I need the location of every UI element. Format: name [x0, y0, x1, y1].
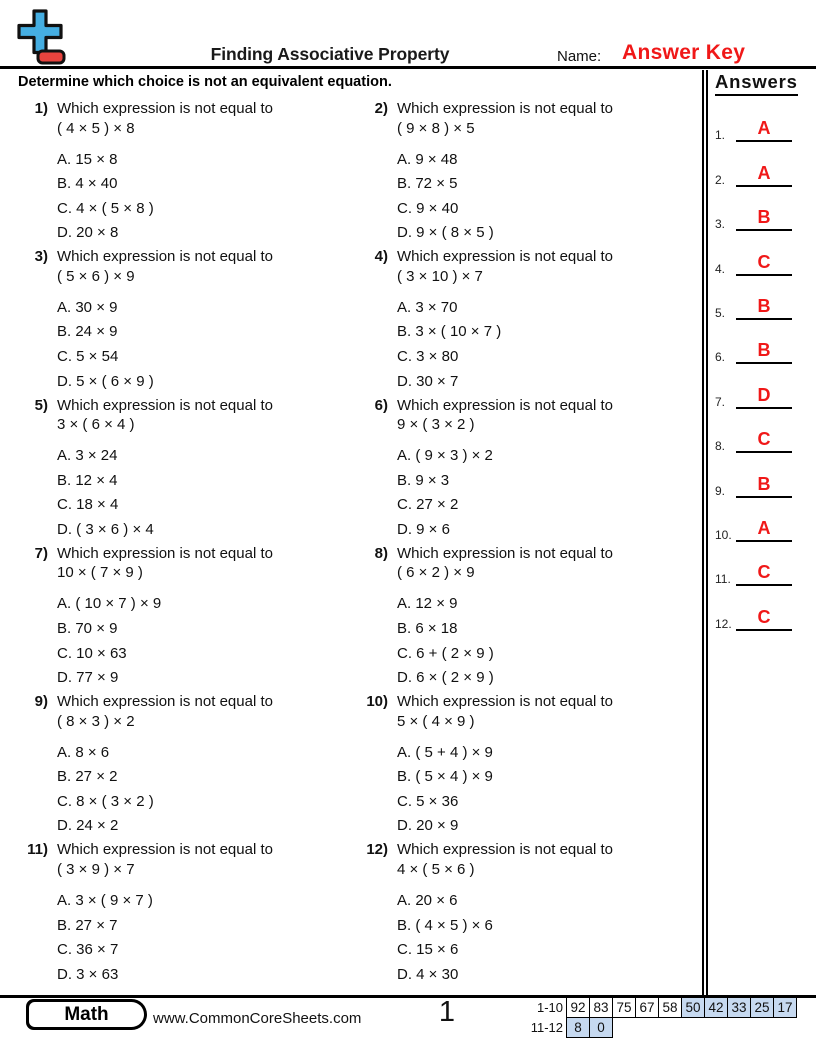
- option-c: C. 5 × 54: [57, 347, 119, 365]
- option-c: C. 9 × 40: [397, 199, 459, 217]
- option-c: C. 15 × 6: [397, 941, 459, 959]
- question-number: 1): [34, 100, 48, 117]
- answer-blank: [736, 608, 792, 631]
- option-b: B. 3 × ( 10 × 7 ): [397, 323, 502, 341]
- option-d: D. 20 × 8: [57, 224, 119, 242]
- option-b: B. ( 5 × 4 ) × 9: [397, 768, 493, 786]
- option-c: C. 3 × 80: [397, 347, 459, 365]
- score-cell: 75: [612, 997, 636, 1018]
- option-d: D. 5 × ( 6 × 9 ): [57, 372, 154, 390]
- score-cell: 50: [681, 997, 705, 1018]
- score-cell: 92: [566, 997, 590, 1018]
- question-expression: 10 × ( 7 × 9 ): [57, 564, 143, 582]
- answer-blank: [736, 297, 792, 320]
- option-b: B. 72 × 5: [397, 175, 458, 193]
- answer-number: 7.: [715, 394, 726, 409]
- header-divider: [0, 66, 816, 69]
- option-d: D. 3 × 63: [57, 965, 119, 983]
- question-6: [358, 396, 698, 544]
- score-cell: 67: [635, 997, 659, 1018]
- option-a: A. ( 9 × 3 ) × 2: [397, 447, 493, 465]
- instruction-text: Determine which choice is not an equivalent equation.: [18, 74, 392, 90]
- option-c: C. 10 × 63: [57, 644, 127, 662]
- question-number: 11): [27, 841, 48, 859]
- question-number: 9): [34, 693, 48, 711]
- option-a: A. 8 × 6: [57, 743, 110, 761]
- option-a: A. ( 10 × 7 ) × 9: [57, 595, 162, 613]
- option-b: B. 6 × 18: [397, 619, 458, 637]
- option-a: A. 20 × 6: [397, 891, 458, 909]
- score-cell: 83: [589, 997, 613, 1018]
- answers-panel: [702, 70, 816, 995]
- answers-list: [715, 98, 816, 631]
- option-d: D. 20 × 9: [397, 817, 459, 835]
- score-cell: 58: [658, 997, 682, 1018]
- question-11: [18, 840, 358, 988]
- question-7: [18, 544, 358, 692]
- option-b: B. 70 × 9: [57, 619, 118, 637]
- answer-letter: B: [757, 473, 771, 494]
- option-a: A. 12 × 9: [397, 595, 458, 613]
- website-link[interactable]: www.CommonCoreSheets.com: [153, 1010, 362, 1027]
- question-12: [358, 840, 698, 988]
- question-expression: 3 × ( 6 × 4 ): [57, 416, 135, 434]
- score-cell: 0: [589, 1017, 613, 1038]
- option-c: C. 18 × 4: [57, 496, 119, 514]
- option-a: A. 3 × 70: [397, 298, 458, 316]
- scoring-table: [521, 997, 797, 1038]
- option-a: A. 9 × 48: [397, 150, 458, 168]
- answer-blank: [736, 519, 792, 542]
- score-cell: 25: [750, 997, 774, 1018]
- question-5: [18, 396, 358, 544]
- question-8: [358, 544, 698, 692]
- answer-number: 10.: [715, 527, 732, 542]
- question-expression: ( 5 × 6 ) × 9: [57, 267, 135, 285]
- scoring-row-1-10: [521, 997, 797, 1018]
- question-number: 6): [374, 396, 388, 414]
- question-prompt: Which expression is not equal to: [57, 248, 273, 266]
- option-c: C. 36 × 7: [57, 941, 119, 959]
- question-prompt: Which expression is not equal to: [397, 693, 613, 711]
- scoring-row-label: 11-12: [530, 1020, 563, 1035]
- answer-number: 2.: [715, 172, 726, 187]
- answer-number: 5.: [715, 305, 726, 320]
- score-cell: 42: [704, 997, 728, 1018]
- question-prompt: Which expression is not equal to: [57, 693, 273, 711]
- option-d: D. 9 × 6: [397, 520, 450, 538]
- option-d: D. 24 × 2: [57, 817, 119, 835]
- answer-blank: [736, 386, 792, 409]
- page-number: 1: [438, 996, 456, 1028]
- answer-item-8: [715, 409, 816, 453]
- answer-blank: [736, 208, 792, 231]
- question-number: 2): [374, 100, 388, 117]
- answer-letter: D: [757, 384, 771, 405]
- scoring-row-11-12: [521, 1017, 797, 1038]
- plus-minus-logo-icon: [14, 8, 66, 66]
- answer-item-5: [715, 276, 816, 320]
- option-b: B. 27 × 2: [57, 768, 118, 786]
- question-number: 8): [374, 544, 388, 562]
- answer-number: 6.: [715, 350, 726, 365]
- option-c: C. 6 + ( 2 × 9 ): [397, 644, 494, 662]
- answer-key-label: Answer Key: [622, 41, 746, 64]
- score-cell: 8: [566, 1017, 590, 1038]
- subject-label: Math: [29, 1002, 144, 1027]
- answer-item-7: [715, 364, 816, 408]
- option-d: D. ( 3 × 6 ) × 4: [57, 520, 154, 538]
- question-1: [18, 99, 358, 247]
- question-expression: ( 3 × 9 ) × 7: [57, 860, 135, 878]
- question-number: 10): [366, 693, 388, 711]
- answer-letter: A: [757, 162, 771, 183]
- question-number: 4): [374, 248, 388, 266]
- answer-letter: A: [757, 517, 771, 538]
- option-a: A. ( 5 + 4 ) × 9: [397, 743, 493, 761]
- question-prompt: Which expression is not equal to: [57, 544, 273, 562]
- question-expression: 4 × ( 5 × 6 ): [397, 860, 475, 878]
- answer-item-11: [715, 542, 816, 586]
- scoring-row-label: 1-10: [536, 1000, 563, 1015]
- question-4: [358, 247, 698, 395]
- answer-blank: [736, 164, 792, 187]
- question-expression: ( 9 × 8 ) × 5: [397, 119, 475, 137]
- answer-number: 12.: [715, 616, 732, 631]
- answer-item-3: [715, 187, 816, 231]
- answer-letter: C: [757, 606, 771, 627]
- option-d: D. 9 × ( 8 × 5 ): [397, 224, 494, 242]
- question-number: 3): [34, 248, 48, 266]
- question-2: [358, 99, 698, 247]
- option-a: A. 15 × 8: [57, 150, 118, 168]
- answer-number: 4.: [715, 261, 726, 276]
- answers-heading: Answers: [715, 71, 798, 96]
- option-c: C. 5 × 36: [397, 792, 459, 810]
- answer-letter: B: [757, 295, 771, 316]
- option-c: C. 8 × ( 3 × 2 ): [57, 792, 154, 810]
- question-number: 5): [34, 396, 48, 414]
- question-expression: 5 × ( 4 × 9 ): [397, 712, 475, 730]
- question-9: [18, 692, 358, 840]
- option-b: B. 12 × 4: [57, 471, 118, 489]
- answer-letter: C: [757, 251, 771, 272]
- answer-number: 8.: [715, 439, 726, 454]
- question-expression: ( 8 × 3 ) × 2: [57, 712, 135, 730]
- option-b: B. 4 × 40: [57, 175, 118, 193]
- answer-letter: B: [757, 340, 771, 361]
- answer-blank: [736, 119, 792, 142]
- question-number: 12): [366, 841, 388, 859]
- option-c: C. 4 × ( 5 × 8 ): [57, 199, 154, 217]
- question-prompt: Which expression is not equal to: [57, 100, 273, 117]
- answer-letter: C: [757, 562, 771, 583]
- answer-letter: C: [757, 429, 771, 450]
- option-c: C. 27 × 2: [397, 496, 459, 514]
- answer-item-1: [715, 98, 816, 142]
- option-b: B. 9 × 3: [397, 471, 450, 489]
- question-prompt: Which expression is not equal to: [57, 396, 273, 414]
- answer-item-4: [715, 231, 816, 275]
- answer-number: 9.: [715, 483, 726, 498]
- answer-blank: [736, 253, 792, 276]
- question-expression: ( 6 × 2 ) × 9: [397, 564, 475, 582]
- question-prompt: Which expression is not equal to: [397, 544, 613, 562]
- page-title: Finding Associative Property: [210, 44, 450, 64]
- subject-badge: [26, 999, 147, 1030]
- name-label: Name:: [557, 48, 602, 65]
- option-b: B. 24 × 9: [57, 323, 118, 341]
- option-d: D. 6 × ( 2 × 9 ): [397, 669, 494, 687]
- question-prompt: Which expression is not equal to: [397, 841, 613, 859]
- question-expression: ( 3 × 10 ) × 7: [397, 267, 483, 285]
- answer-number: 11.: [715, 572, 731, 587]
- option-a: A. 3 × 24: [57, 447, 118, 465]
- score-cell: 17: [773, 997, 797, 1018]
- answer-letter: A: [757, 118, 771, 139]
- question-prompt: Which expression is not equal to: [397, 100, 613, 117]
- option-d: D. 77 × 9: [57, 669, 119, 687]
- answer-item-2: [715, 142, 816, 186]
- question-expression: ( 4 × 5 ) × 8: [57, 119, 135, 137]
- answer-number: 3.: [715, 217, 726, 232]
- answer-blank: [736, 430, 792, 453]
- question-prompt: Which expression is not equal to: [397, 396, 613, 414]
- option-a: A. 30 × 9: [57, 298, 118, 316]
- answer-item-9: [715, 453, 816, 497]
- option-a: A. 3 × ( 9 × 7 ): [57, 891, 153, 909]
- question-prompt: Which expression is not equal to: [397, 248, 613, 266]
- answer-item-10: [715, 498, 816, 542]
- answer-number: 1.: [715, 128, 726, 143]
- question-expression: 9 × ( 3 × 2 ): [397, 416, 475, 434]
- answer-item-6: [715, 320, 816, 364]
- answer-letter: B: [757, 207, 771, 228]
- score-cell: 33: [727, 997, 751, 1018]
- option-d: D. 30 × 7: [397, 372, 459, 390]
- brand-logo: [14, 8, 66, 71]
- option-b: B. 27 × 7: [57, 916, 118, 934]
- question-10: [358, 692, 698, 840]
- answer-blank: [736, 341, 792, 364]
- option-b: B. ( 4 × 5 ) × 6: [397, 916, 493, 934]
- answer-blank: [736, 475, 792, 498]
- answer-blank: [736, 563, 792, 586]
- question-prompt: Which expression is not equal to: [57, 841, 273, 859]
- question-3: [18, 247, 358, 395]
- option-d: D. 4 × 30: [397, 965, 459, 983]
- answer-item-12: [715, 586, 816, 630]
- question-number: 7): [34, 544, 48, 562]
- questions-grid: [18, 99, 698, 989]
